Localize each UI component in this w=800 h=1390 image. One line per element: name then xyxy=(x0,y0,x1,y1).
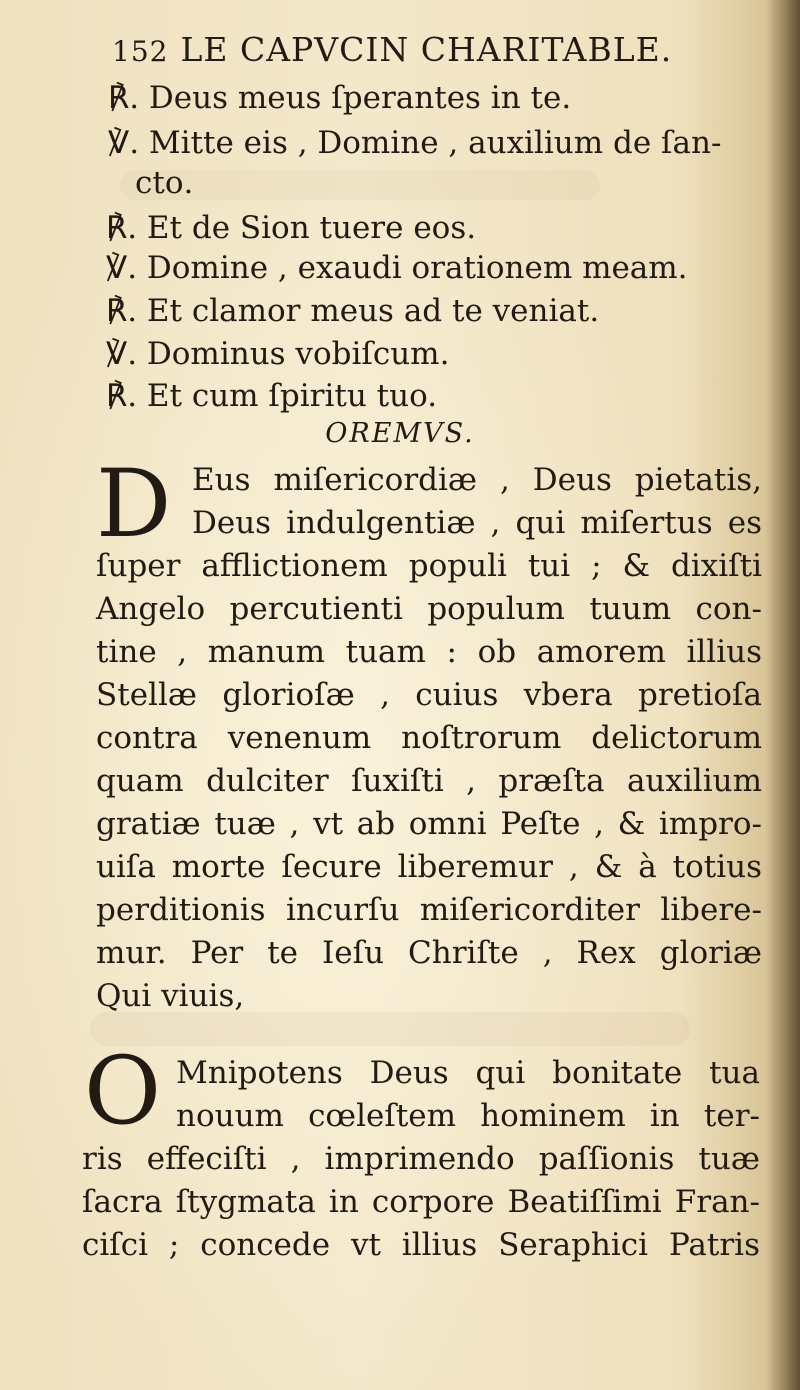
prayer-line: nouum cœleſtem hominem in ter- xyxy=(176,1098,760,1134)
prayer-line: Qui viuis, xyxy=(96,978,245,1014)
prayer-line: uiſa morte ſecure liberemur , & à totius xyxy=(96,849,762,885)
drop-cap-initial: O xyxy=(84,1037,162,1146)
oremus-heading: OREMVS. xyxy=(325,418,475,449)
prayer-line: mur. Per te Ieſu Chriſte , Rex gloriæ xyxy=(96,935,762,971)
prayer-line: ſuper afflictionem populi tui ; & dixiſti xyxy=(96,548,762,584)
versicle-line: ℟. Et de Sion tuere eos. xyxy=(106,210,477,246)
running-head xyxy=(112,30,762,69)
prayer-line: ris effeciſti , imprimendo paſſionis tuæ xyxy=(82,1141,760,1177)
prayer-line: Eus miſericordiæ , Deus pietatis, xyxy=(192,462,762,498)
versicle-line: ℣. Domine , exaudi orationem meam. xyxy=(106,250,688,286)
versicle-line: ℣. Dominus vobiſcum. xyxy=(106,336,450,372)
drop-cap-initial: D xyxy=(96,450,172,559)
book-title: LE CAPVCIN CHARITABLE. xyxy=(180,30,673,69)
versicle-line: ℟. Et clamor meus ad te veniat. xyxy=(106,293,600,329)
prayer-line: gratiæ tuæ , vt ab omni Peſte , & impro- xyxy=(96,806,762,842)
prayer-line: ciſci ; concede vt illius Seraphici Patris xyxy=(82,1227,760,1263)
versicle-line: ctο. xyxy=(135,165,194,201)
prayer-line: quam dulciter ſuxiſti , præſta auxilium xyxy=(96,763,762,799)
versicle-line: ℟. Deus meus ſperantes in te. xyxy=(108,80,572,116)
prayer-line: contra venenum noſtrorum delictorum xyxy=(96,720,762,756)
versicle-line: ℣. Mitte eis , Domine , auxilium de ſan- xyxy=(108,125,722,161)
prayer-line: tine , manum tuam : ob amorem illius xyxy=(96,634,762,670)
show-through-smudge xyxy=(90,1012,690,1046)
prayer-line: Deus indulgentiæ , qui miſertus es xyxy=(192,505,762,541)
prayer-line: Angelo percutienti populum tuum con- xyxy=(96,591,762,627)
prayer-line: Stellæ glorioſæ , cuius vbera pretioſa xyxy=(96,677,762,713)
prayer-line: Mnipotens Deus qui bonitate tua xyxy=(176,1055,760,1091)
prayer-line: perditionis incurſu miſericorditer libere- xyxy=(96,892,762,928)
page-number: 152 xyxy=(112,35,169,68)
gutter-shadow xyxy=(765,0,800,1390)
versicle-line: ℟. Et cum ſpiritu tuo. xyxy=(106,378,438,414)
prayer-line: ſacra ſtygmata in corpore Beatiſſimi Fran- xyxy=(82,1184,760,1220)
